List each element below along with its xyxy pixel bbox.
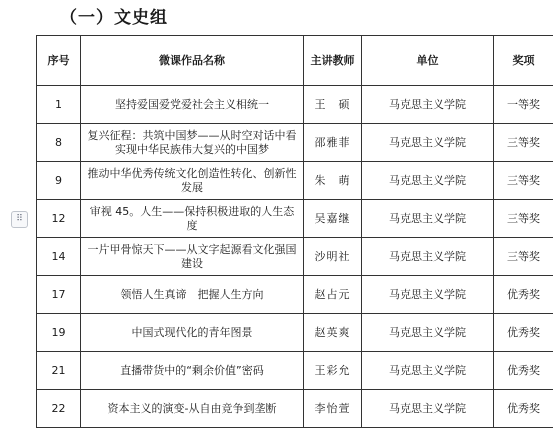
cell-presenter: 王彩允 (304, 352, 362, 390)
table-row (37, 86, 553, 124)
cell-no: 12 (37, 200, 81, 238)
cell-unit: 马克思主义学院 (362, 314, 494, 352)
header-no: 序号 (37, 36, 81, 86)
table-row (37, 352, 553, 390)
cell-award: 优秀奖 (494, 314, 553, 352)
cell-award: 优秀奖 (494, 390, 553, 428)
cell-award: 三等奖 (494, 162, 553, 200)
cell-award: 优秀奖 (494, 352, 553, 390)
cell-no: 14 (37, 238, 81, 276)
cell-award: 三等奖 (494, 238, 553, 276)
table-row (37, 314, 553, 352)
cell-no: 1 (37, 86, 81, 124)
header-unit: 单位 (362, 36, 494, 86)
table-row (37, 162, 553, 200)
cell-no: 22 (37, 390, 81, 428)
header-work: 微课作品名称 (81, 36, 304, 86)
header-award: 奖项 (494, 36, 553, 86)
cell-award: 一等奖 (494, 86, 553, 124)
cell-work: 一片甲骨惊天下——从文字起源看文化强国建设 (81, 238, 304, 276)
cell-award: 优秀奖 (494, 276, 553, 314)
cell-work: 直播带货中的“剩余价值”密码 (81, 352, 304, 390)
cell-work: 复兴征程：共筑中国梦——从时空对话中看实现中华民族伟大复兴的中国梦 (81, 124, 304, 162)
table-row (37, 238, 553, 276)
cell-presenter: 邵雅菲 (304, 124, 362, 162)
cell-presenter: 赵英爽 (304, 314, 362, 352)
cell-unit: 马克思主义学院 (362, 86, 494, 124)
cell-presenter: 李怡萱 (304, 390, 362, 428)
cell-no: 21 (37, 352, 81, 390)
cell-no: 19 (37, 314, 81, 352)
cell-work: 审视 45。人生——保持积极进取的人生态度 (81, 200, 304, 238)
table-row (37, 200, 553, 238)
table-row (37, 276, 553, 314)
cell-unit: 马克思主义学院 (362, 200, 494, 238)
cell-presenter: 赵占元 (304, 276, 362, 314)
cell-unit: 马克思主义学院 (362, 352, 494, 390)
cell-work: 资本主义的演变-从自由竞争到垄断 (81, 390, 304, 428)
drag-handle-icon[interactable]: ⠿ (11, 211, 28, 228)
cell-unit: 马克思主义学院 (362, 162, 494, 200)
cell-unit: 马克思主义学院 (362, 238, 494, 276)
header-presenter: 主讲教师 (304, 36, 362, 86)
cell-work: 领悟人生真谛 把握人生方向 (81, 276, 304, 314)
cell-presenter: 朱 萌 (304, 162, 362, 200)
cell-award: 三等奖 (494, 200, 553, 238)
section-title: （一）文史组 (60, 8, 168, 28)
cell-presenter: 沙明社 (304, 238, 362, 276)
table-row (37, 390, 553, 428)
table-header-row (37, 36, 553, 86)
cell-no: 9 (37, 162, 81, 200)
cell-unit: 马克思主义学院 (362, 276, 494, 314)
cell-unit: 马克思主义学院 (362, 390, 494, 428)
cell-presenter: 吴嘉继 (304, 200, 362, 238)
cell-work: 坚持爱国爱党爱社会主义相统一 (81, 86, 304, 124)
table-row (37, 124, 553, 162)
cell-work: 推动中华优秀传统文化创造性转化、创新性发展 (81, 162, 304, 200)
award-table (36, 35, 553, 428)
cell-no: 17 (37, 276, 81, 314)
cell-award: 三等奖 (494, 124, 553, 162)
cell-presenter: 王 硕 (304, 86, 362, 124)
cell-work: 中国式现代化的青年图景 (81, 314, 304, 352)
cell-no: 8 (37, 124, 81, 162)
cell-unit: 马克思主义学院 (362, 124, 494, 162)
